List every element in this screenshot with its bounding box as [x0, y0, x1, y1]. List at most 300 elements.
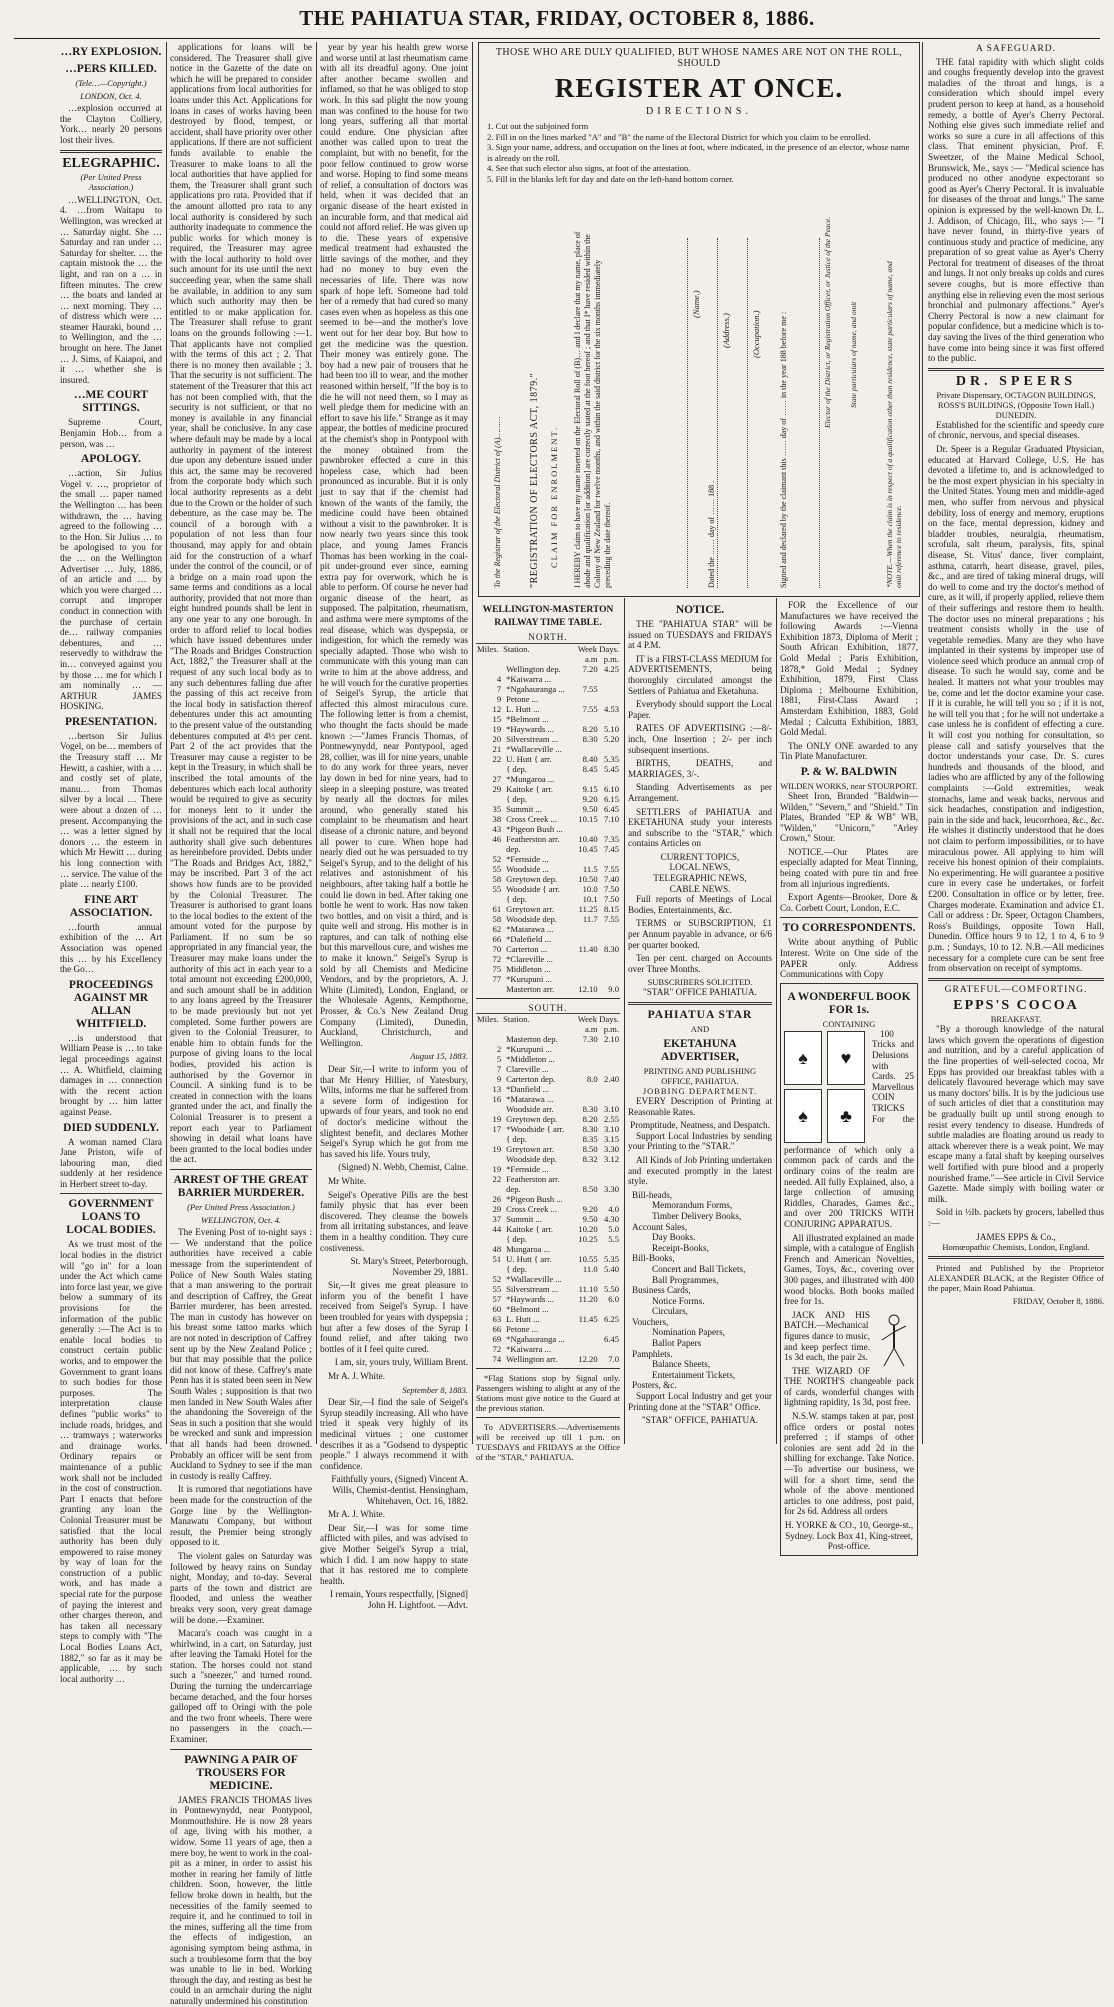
column-header: p.m. — [603, 1024, 619, 1035]
pm-time-cell — [599, 1044, 620, 1054]
am-time-cell: 9.20 — [582, 1204, 598, 1215]
mile-cell: 21 — [492, 743, 502, 754]
pm-time-cell — [599, 824, 620, 834]
am-time-cell: 10.15 — [578, 813, 598, 824]
printing-and: AND — [690, 1024, 710, 1034]
article-text: Macara's coach was caught in a whirlwind, in a cart, on Saturday, just after leaving the Tamaki Hotel for the station. The horses could not stand such a "sneezer," and turned round. During the turning the undercarriage became detached, and the four horses galloped off to Oringi with the pole and the two front wheels. There were no passengers in the coach.—Examiner. — [170, 1628, 312, 1745]
pm-time-cell: 6.45 — [603, 1334, 619, 1345]
topic-item: CABLE NEWS. — [669, 883, 731, 894]
table-row — [476, 864, 620, 874]
club-card-icon: ♣ — [827, 1089, 865, 1143]
table-row — [476, 1114, 620, 1124]
am-time-cell: 10.55 — [578, 1254, 598, 1265]
table-row — [476, 754, 620, 764]
am-time-cell — [572, 854, 598, 864]
notice-reports: Full reports of Meetings of Local Bodies, Entertainments, &c. — [628, 894, 772, 915]
column-2 — [170, 42, 312, 2006]
table-row — [476, 964, 620, 974]
register-steps — [479, 121, 919, 184]
epps-sub: BREAKFAST. — [990, 1014, 1042, 1025]
am-time-cell: 11.7 — [582, 913, 598, 924]
station-cell: *Fernside ... — [506, 853, 549, 864]
mile-cell — [476, 1184, 502, 1194]
mile-cell — [476, 764, 502, 774]
station-cell: dep. — [506, 843, 521, 854]
divider — [928, 368, 1104, 371]
column-header: a.m — [584, 1024, 598, 1035]
am-time-cell: 9.50 — [582, 1214, 598, 1225]
table-row — [476, 1344, 620, 1354]
am-time-cell: 12.20 — [578, 1354, 598, 1365]
pm-time-cell: 4.53 — [603, 703, 619, 714]
station-cell: dep. — [506, 1184, 521, 1195]
printing-item: Bill-heads, — [632, 1189, 673, 1200]
notice-births: BIRTHS, DEATHS, and MARRIAGES, 3/-. — [628, 758, 772, 779]
station-cell: *Kurupuni ... — [506, 973, 552, 984]
table-row — [476, 944, 620, 954]
am-time-cell — [572, 774, 598, 784]
station-cell: Woodside ... — [506, 863, 549, 874]
timetable-rows — [476, 664, 620, 994]
mile-cell: 63 — [492, 1314, 502, 1325]
am-time-cell: 8.30 — [582, 1124, 598, 1135]
station-cell: Woodside dep. — [506, 913, 557, 924]
pm-time-cell: 4.30 — [603, 1214, 619, 1225]
pm-time-cell: 7.0 — [608, 1354, 619, 1365]
article-text: …is understood that William Pease is … to take legal proceedings against … A. Whitfield, claiming damages in … connection with the recent action brought by … him latter against Pease. — [60, 1032, 162, 1117]
mile-cell: 74 — [492, 1354, 502, 1365]
form-line — [687, 238, 688, 588]
printing-item: Posters, &c. — [632, 1380, 677, 1391]
article-text: It is rumored that negotiations have been made for the construction of the Gorge line by the Wellington-Manawatu Company, but without result, the Premier being strongly opposed to it. — [170, 1484, 312, 1548]
station-cell: *Dalefield ... — [506, 933, 551, 944]
station-cell: *Woodside { arr. — [506, 1124, 565, 1135]
table-row — [476, 1144, 620, 1154]
table-row — [476, 1054, 620, 1064]
station-cell: U. Hutt { arr. — [506, 1254, 552, 1265]
notice-standing: Standing Advertisements as per Arrangement. — [628, 782, 772, 803]
station-cell: Masterton dep. — [506, 1034, 558, 1045]
table-row — [476, 974, 620, 984]
spade-card-icon: ♠ — [784, 1089, 822, 1143]
yorke-address: H. YORKE & CO., 10, George-st., Sydney. Lock Box 41, King-street, Post-office. — [784, 1520, 914, 1552]
station-cell: Featherston arr. — [506, 1174, 560, 1185]
pm-time-cell: 7.55 — [603, 913, 619, 924]
station-cell: *Fernside ... — [506, 1164, 549, 1175]
am-time-cell — [572, 964, 598, 974]
station-cell: Petone ... — [506, 693, 539, 704]
am-time-cell: 8.40 — [582, 753, 598, 764]
letter-text: Sir,—It gives me great pleasure to inform you of the benefit I have received from Seigel's Syrup. I have been troubled for years with dyspepsia ; but after a few doses of the Syrup I found relief, and after taking two bottles of it I feel quite cured. — [320, 1280, 468, 1354]
epps-heading: EPPS'S COCOA — [953, 998, 1079, 1014]
firm-name: P. & W. BALDWIN — [800, 765, 898, 778]
register-directions-heading: DIRECTIONS. — [646, 106, 752, 117]
mile-cell: 26 — [492, 1194, 502, 1205]
divider — [476, 998, 620, 999]
headline: GOVERNMENT LOANS TO LOCAL BODIES. — [66, 1198, 156, 1237]
form-dated-line: Dated the …… day of …… 188 . — [707, 480, 716, 588]
am-time-cell — [572, 1244, 598, 1254]
mile-cell: 19 — [492, 1114, 502, 1125]
mile-cell: 22 — [492, 1174, 502, 1185]
am-time-cell: 8.50 — [582, 1144, 598, 1155]
mile-cell: 46 — [492, 833, 502, 844]
station-cell: Carterton dep. — [506, 1074, 556, 1085]
mile-cell — [476, 1264, 502, 1274]
station-cell: *Pigeon Bush ... — [506, 1194, 563, 1205]
table-row — [476, 844, 620, 854]
speers-heading: DR. SPEERS — [955, 373, 1077, 389]
am-time-cell — [572, 824, 598, 834]
column-rule — [776, 598, 777, 1444]
mile-cell: 69 — [492, 1334, 502, 1345]
pm-time-cell: 7.50 — [603, 883, 619, 894]
jack-text: JACK AND HIS BATCH.—Mechanical figures dance to music, and keep perfect time. 1s 3d each, the pair 2s. — [784, 1309, 870, 1363]
printing-sub: PRINTING AND PUBLISHING OFFICE, PAHIATUA. — [643, 1066, 757, 1086]
correspondents-text: Write about anything of Public Interest. Write on One side of the PAPER only. Address Communications with Copy — [780, 937, 918, 980]
table-row — [476, 714, 620, 724]
mile-cell: 52 — [492, 1274, 502, 1285]
notice-support: Everybody should support the Local Paper. — [628, 699, 772, 720]
masthead-title: THE PAHIATUA STAR, FRIDAY, OCTOBER 8, 1886. — [299, 6, 815, 30]
grateful-heading: GRATEFUL—COMFORTING. — [944, 984, 1088, 995]
heart-card-icon: ♥ — [827, 1031, 865, 1085]
mile-cell: 2 — [496, 1044, 502, 1055]
table-row — [476, 1044, 620, 1054]
printing-items — [628, 1190, 772, 1391]
headline: PROCEEDINGS AGAINST MR ALLAN WHITFIELD. — [68, 978, 154, 1030]
mile-cell: 4 — [496, 673, 502, 684]
pm-time-cell — [599, 1084, 620, 1094]
article-text: The violent gales on Saturday was followed by heavy rains on Sunday night, Monday, and to-day. Several parts of the town and district are flooded, and unless the weather breaks very soon, very great damage will be done.—Examiner. — [170, 1550, 312, 1625]
mile-cell: 19 — [492, 1164, 502, 1175]
am-time-cell: 8.45 — [582, 763, 598, 774]
pm-time-cell — [599, 1344, 620, 1354]
byline: (Per United Press Association.) — [80, 171, 142, 193]
letter-signature: I remain, Yours respectfully, [Signed] John H. Lightfoot. —Advt. — [330, 1589, 468, 1610]
table-row — [476, 824, 620, 834]
table-row — [476, 1084, 620, 1094]
notice-solicited: SUBSCRIBERS SOLICITED. — [647, 977, 753, 988]
mile-cell: 66 — [492, 1324, 502, 1335]
mile-cell — [476, 894, 502, 904]
form-signed-line: Signed and declared by the claimant this …… day of …… in the year 188 before me : — [779, 311, 788, 588]
correspondents-heading: TO CORRESPONDENTS. — [782, 922, 916, 935]
pm-time-cell: 5.0 — [608, 1224, 619, 1235]
table-row — [476, 1094, 620, 1104]
station-cell: Greytown arr. — [506, 1144, 554, 1155]
pm-time-cell — [599, 1064, 620, 1074]
station-cell: Featherston arr. — [506, 833, 560, 844]
notice-rates: RATES OF ADVERTISING :—8/- inch, One Insertion ; 2/- per inch subsequent insertions. — [628, 723, 772, 755]
am-time-cell: 10.25 — [578, 1234, 598, 1245]
station-cell: L. Hutt ... — [506, 703, 540, 714]
am-time-cell: 7.20 — [582, 663, 598, 674]
mile-cell: 55 — [492, 1284, 502, 1295]
table-row — [476, 1304, 620, 1314]
mile-cell: 58 — [492, 913, 502, 924]
station-cell: Woodside dep. — [506, 1154, 557, 1165]
topic-item: CURRENT TOPICS, — [660, 851, 740, 862]
table-row — [476, 1074, 620, 1084]
timetable-north — [476, 643, 620, 994]
register-step: 4. See that such elector also signs, at foot of the attestation. — [487, 163, 691, 173]
table-row — [476, 1124, 620, 1134]
table-row — [476, 1224, 620, 1234]
timetable-title: WELLINGTON-MASTERTON RAILWAY TIME TABLE. — [482, 605, 614, 628]
pm-time-cell: 5.45 — [603, 763, 619, 774]
pm-time-cell: 5.50 — [603, 1284, 619, 1295]
book-contains: CONTAINING — [822, 1018, 876, 1029]
column-3 — [320, 42, 468, 1610]
am-time-cell — [572, 974, 598, 984]
pm-time-cell — [599, 744, 620, 754]
form-claim-text: I HEREBY claim to have my name inserted on the Electoral Roll of (B)… and I declare that my name, place of abode and qualification [or addition] are correctly stated at the foot hereof ; and that I* have resided within the Colony of New Zealand for twelve months, and within the said district for the six months immediately preceding the date thereof. — [573, 231, 612, 588]
book-advert — [780, 983, 918, 1556]
export-agents: Export Agents—Brooker, Dore & Co. Corbett Court, London, E.C. — [780, 892, 918, 913]
printing-industries: Support Local Industries by sending your Printing to the "STAR." — [628, 1130, 772, 1152]
mile-cell: 52 — [492, 853, 502, 864]
mile-cell: 75 — [492, 963, 502, 974]
table-row — [476, 1294, 620, 1304]
am-time-cell: 10.20 — [578, 1224, 598, 1235]
station-cell: *Kurupuni ... — [506, 1044, 552, 1055]
pm-time-cell — [599, 924, 620, 934]
mile-cell — [476, 664, 502, 674]
mile-cell: 44 — [492, 1224, 502, 1235]
mile-cell: 20 — [492, 733, 502, 744]
mile-cell: 9 — [496, 1074, 502, 1085]
book-text: 100 Tricks and Delusions with Cards. 25 Marvellous COIN TRICKS For the performance of which only a common pack of cards and the ordinary coins of the realm are needed. All fully Explained, also, a large collection of amusing Riddles, Charades, Games &c., and over 200 TRICKS WITH CONJURING APPARATUS. — [784, 1028, 914, 1229]
am-time-cell: 11.25 — [578, 903, 598, 914]
station-cell: Masterton arr. — [506, 983, 555, 994]
mile-cell — [476, 844, 502, 854]
divider — [628, 1002, 772, 1005]
mile-cell: 9 — [496, 693, 502, 704]
divider — [928, 978, 1104, 981]
article-text: As we trust most of the local bodies in the district will "go in" for a loan under the Act which came into force last year, we give below a summary of its provisions for the information of the public generally :—The Act is to enable local bodies to construct certain public works, and to empower the Government to grant loans to such bodies for those purposes. The interpretation clause defines "public works" to include roads, bridges, and … tramways ; waterworks and drainage works. Ordinary repairs or maintenance of a public work shall not be included in the cost of construction. Part I enacts that before granting any loan the Colonial Treasurer must be satisfied that the local authority has been duly empowered to raise money by way of loan for the construction of a public work, and has made a special rate for the purpose of paying the interest and other charges thereon, and has taken all necessary steps to comply with "The Local Bodies Loans Act, 1882," so far as it may be applicable, … by such local authority … — [60, 1239, 162, 1684]
printing-item: Bill-Books, — [632, 1253, 675, 1264]
station-cell: *Haywards ... — [506, 1294, 554, 1305]
station-cell: *Kaiwarra ... — [506, 673, 551, 684]
table-row — [476, 794, 620, 804]
letter-recipient: Mr White. — [328, 1175, 367, 1186]
letter-text: Dear Sir,—I find the sale of Seigel's Syrup steadily increasing. All who have tried it speak very highly of its medicinal virtues ; one customer describes it as a "Godsend to dyspeptic people." I always recommend it with confidence. — [320, 1397, 468, 1471]
station-cell: *Wallaceville ... — [506, 743, 562, 754]
timetable-rows — [476, 1034, 620, 1364]
printing-item: Receipt-Books, — [652, 1242, 709, 1253]
notice-settlers: SETTLERS of PAHIATUA and EKETAHUNA study your interests and subscribe to the "STAR," which contains Articles on — [628, 806, 772, 849]
table-row — [476, 984, 620, 994]
column-header: a.m — [584, 653, 598, 664]
pm-time-cell: 5.20 — [603, 733, 619, 744]
am-time-cell — [572, 934, 598, 944]
station-cell: *Pigeon Bush ... — [506, 823, 563, 834]
mile-cell: 55 — [492, 863, 502, 874]
mile-cell: 61 — [492, 903, 502, 914]
printing-item: Entertainment Tickets, — [652, 1369, 736, 1380]
mile-cell: 48 — [492, 1244, 502, 1255]
jobbing-heading: JOBBING DEPARTMENT. — [642, 1086, 758, 1096]
am-time-cell: 11.40 — [578, 943, 598, 954]
epps-sold: Sold in ½lb. packets by grocers, labelled thus :— — [928, 1207, 1104, 1228]
column-header: Miles. — [476, 1014, 502, 1025]
printing-kinds: All Kinds of Job Printing undertaken and executed promptly in the latest style. — [628, 1154, 773, 1187]
safeguard-heading: A SAFEGUARD. — [975, 44, 1057, 54]
form-elector-label: Elector of the District, or Registration Officer, or Justice of the Peace. — [823, 216, 832, 428]
table-row — [476, 1334, 620, 1344]
dateline: LONDON, Oct. 4. — [80, 90, 142, 101]
article-text: year by year his health grew worse and worse until at last rheumatism came with all its dreadful agony. One joint after another became swollen and inflamed, so that he was obliged to stop work. In this sad plight the now young man was confined to the house for two long years, suffering all that mortal could endure. One physician after another was called upon to treat the complaint, but with no benefit, for the poor fellow continued to grow worse and worse. Hoping to find some means of relief, a consultation of doctors was held, when it was decided that an organic disease of the heart existed in an incurable form, and that medical aid could not afford relief. He was given up to die. These years of expensive medical treatment had exhausted the little savings of the mother, and they had no money to buy even the necessaries of life. There was now spark of hope left. Someone had told her of a remedy that had cured so many cases even when as hopeless as this one seemed to be—and the mother's love went out for her dear boy. But how to get the medicine was the question. Their money was entirely gone. The boy had a new pair of trousers that he had been too ill to wear, and the mother reasoned within herself, "If the boy is to die he will not need them, so I may as well pledge them for medicine with an effort to save his life." Strange as it may appear, the bottles of medicine procured at the chemist's shop in Pontypool with the money obtained from the pawnbroker effected a cure in this hopeless case, which had been pronounced as incurable. But it is only just to say that if the chemist had known of the wants of the family, the medicine could have been obtained without a visit to the pawnbroker. It is now nearly two years since this took place, and young James Francis Thomas has been working in the coal-pit under-ground ever since, earning extra pay for overwork, which he is able to perform. Of course he never had organic disease of the heart, as supposed. The palpitation, rheumatism, and asthma were mere symptoms of the real disease, which was dyspepsia, or indigestion, for which the remedy was specially adapted. Those who wish to communicate with this young man can write to him at the above address, and he will vouch for the curative properties of Seigel's Syrup, the article that affected this almost miraculous cure. The following letter is from a chemist, who thought the facts should be made known :—"James Francis Thomas, of Pontnewynydd, near Pontypool, aged 28, collier, was ill for nine years, unable to do any work for three years, never lay down in bed for nine years, had to sleep in a sleeping posture, was treated by nearly all the doctors for miles around, who generally stated his complaint to be rheumatism and heart disease of a chronic nature, and beyond all power to cure. When hope had nearly died out he was persuaded to try Seigel's Syrup, and to the delight of his relatives and astonishment of his neighbours, after taking half a bottle he could lie down in bed. After taking one bottle he went to work. Has now taken two bottles, and on visit a third, and is quite well and strong. His mother is in raptures, and can talk of nothing else but this marvellous cure, and wishes me to make it known." Seigel's Syrup is sold by all Chemists and Medicine Vendors, and by the proprietors, A. J. White (Limited), London, England, or the Wholesale Agents, Kempthorne, Prosser, & Co.'s New Zealand Drug Company (Limited), Dunedin, Auckland, Christchurch, and Wellington. — [320, 42, 468, 1048]
station-cell: { dep. — [506, 893, 527, 904]
am-time-cell: 10.1 — [582, 893, 598, 904]
table-row — [476, 1354, 620, 1364]
printing-title: PAHIATUA STAR — [647, 1009, 753, 1021]
station-cell: { dep. — [506, 1134, 527, 1145]
am-time-cell — [572, 714, 598, 724]
form-footnote: *NOTE.—When the claim is in respect of a qualification other than residence, state particulars of name, and omit reference to residence. — [885, 261, 903, 588]
table-row — [476, 1064, 620, 1074]
pm-time-cell: 2.55 — [603, 1114, 619, 1125]
pm-time-cell — [599, 684, 620, 694]
pm-time-cell: 3.10 — [603, 1124, 619, 1135]
pm-time-cell — [599, 1164, 620, 1174]
table-row — [476, 934, 620, 944]
safeguard-text: THE fatal rapidity with which slight colds and coughs frequently develop into the gravest maladies of the throat and lungs, is a consideration which should impel every prudent person to keep at hand, as a household remedy, a bottle of Ayer's Cherry Pectoral. Nothing else gives such immediate relief and works so sure a cure in all affections of this class. That eminent physician, Prof. F. Sweetzer, of the Maine Medical School, Brunswick, Me., says :— "Medical science has produced no other anodyne expectorant so good as Ayer's Cherry Pectoral. It is invaluable for diseases of the throat and lungs." The same opinion is expressed by the well-known Dr. L. J. Addison, of Chicago, Ill., who says :— "I have never found, in thirty-five years of continuous study and practice of medicine, any preparation of so great value as Ayer's Cherry Pectoral for treatment of diseases of the throat and lungs. It not only breaks up colds and cures severe coughs, but is more effective than anything else in relieving even the most serious bronchial and pulmonary affections." Ayer's Cherry Pectoral is now a new claimant for popular confidence, but a medicine which is to-day saving the lives of the third generation who have come into being since it was first offered to the public. — [928, 56, 1104, 364]
mile-cell: 43 — [492, 823, 502, 834]
table-row — [476, 1104, 620, 1114]
table-row — [476, 684, 620, 694]
pm-time-cell: 7.50 — [603, 893, 619, 904]
pm-time-cell: 2.10 — [603, 1034, 619, 1045]
letter-text: Seigel's Operative Pills are the best family physic that has ever been discovered. They cleanse the bowels from all irritating substances, and leave them in a healthy condition. They cure costiveness. — [320, 1189, 468, 1253]
article-text: …WELLINGTON, Oct. 4. …from Waitapu to Wellington, was wrecked at … Saturday night. She … Saturday and ran under … Saturday for shelter. … the captain mistook the … the light, and ran on a … in fifteen minutes. The crew … the boats and landed at … next morning. They … of distress which were … steamer Hauraki, bound … to Wellington, and the … brought on here. The Janet … J. Sims, of Kaiapoi, and it … whether she is insured. — [60, 194, 162, 385]
station-cell: Silverstream ... — [506, 1284, 559, 1295]
station-cell: *Kaiwarra ... — [506, 1344, 551, 1355]
register-notice — [478, 42, 920, 597]
mile-cell: 13 — [492, 1084, 502, 1095]
station-cell: *Ngahauranga ... — [506, 683, 565, 694]
am-time-cell: 12.10 — [578, 983, 598, 994]
mile-cell: 7 — [496, 683, 502, 694]
table-row — [476, 1324, 620, 1334]
mile-cell: 60 — [492, 1304, 502, 1315]
am-time-cell: 11.45 — [578, 1314, 598, 1325]
am-time-cell — [572, 1084, 598, 1094]
book-heading: A WONDERFUL BOOK FOR 1s. — [787, 990, 911, 1016]
am-time-cell: 7.30 — [582, 1034, 598, 1045]
table-row — [476, 1184, 620, 1194]
printing-item: Memorandum Forms, — [652, 1200, 733, 1211]
awards-note: The ONLY ONE awarded to any Tin Plate Manufacturer. — [780, 740, 918, 762]
column-7 — [928, 42, 1104, 1444]
pm-time-cell — [599, 854, 620, 864]
article-text: JAMES FRANCIS THOMAS lives in Pontnewynydd, near Pontypool, Monmouthshire. He is now 28 years of age, living with his mother, a widow. Some 11 years of age, then a mere boy, he went to work in the coal-pit as a miner, in order to assist his mother in rearing her family of little children. Soon, however, the little fellow broke down in health, but the necessities of the family seemed to require it, and he continued to toil in the mines, suffering all the time from the effects of indigestion, an agonising symptom being asthma, in such a troublesome form that the boy was unable to lie in bed. Working through the day, and resting as best he could in an armchair during the night naturally undermined his constitution — [170, 1794, 312, 2006]
mile-cell: 22 — [492, 753, 502, 764]
pm-time-cell — [599, 714, 620, 724]
printing-item: Timber Delivery Books, — [652, 1210, 742, 1221]
am-time-cell — [572, 1164, 598, 1174]
timetable-south — [476, 1013, 620, 1364]
form-registrar-line: To the Registrar of the Electoral District of (A)……… — [493, 416, 502, 588]
am-time-cell: 10.50 — [578, 873, 598, 884]
notice-column — [628, 600, 772, 1444]
timetable-south-heading: SOUTH. — [528, 1002, 568, 1013]
pm-time-cell: 6.10 — [603, 783, 619, 794]
am-time-cell: 8.0 — [586, 1074, 598, 1085]
printing-item: Notice Forms. — [652, 1295, 705, 1306]
pm-time-cell — [599, 1304, 620, 1314]
mile-cell: 57 — [492, 1294, 502, 1305]
headline: …RY EXPLOSION. — [60, 46, 162, 58]
station-cell: *Danfield ... — [506, 1084, 550, 1095]
pm-time-cell — [599, 674, 620, 684]
pm-time-cell: 2.40 — [603, 1074, 619, 1085]
table-row — [476, 1134, 620, 1144]
am-time-cell: 11.5 — [582, 863, 598, 874]
am-time-cell — [572, 1094, 598, 1104]
am-time-cell — [572, 674, 598, 684]
table-row — [476, 724, 620, 734]
letter-signature: (Signed) N. Webb, Chemist, Calne. — [338, 1162, 468, 1173]
notice-office: "STAR" OFFICE PAHIATUA. — [643, 987, 757, 998]
register-step: 5. Fill in the blanks left for day and date on the left-hand bottom corner. — [487, 173, 734, 184]
table-row — [476, 1034, 620, 1044]
letter-recipient: Mr A. J. White. — [328, 1509, 385, 1520]
mile-cell: 72 — [492, 953, 502, 964]
notice-text: THE "PAHIATUA STAR" will be issued on TUESDAYS and FRIDAYS at 4 P.M. — [628, 619, 772, 651]
station-cell: *Ngahauranga ... — [506, 1334, 565, 1345]
pm-time-cell: 6.25 — [603, 1314, 619, 1325]
byline: (Per United Press Association.) — [187, 1201, 295, 1212]
pm-time-cell — [599, 1274, 620, 1284]
mile-cell: 7 — [496, 1064, 502, 1075]
pm-time-cell — [599, 1174, 620, 1184]
headline: PRESENTATION. — [65, 715, 157, 728]
table-row — [476, 1174, 620, 1184]
station-cell: Kaitoke { arr. — [506, 783, 553, 794]
article-text: applications for loans will be considered. The Treasurer shall give notice in the Gazette of the date on which he will be prepared to consider applications from local authorities for loans under this Act. Applications for loans in cases of works having been destroyed by flood, tempest, or accident, shall have priority over other applications. If there are not sufficient funds available to enable the Treasurer to make loans to all the local authorities that have applied for them, the Treasurer shall grant such applications pro rata. Provided that if the amount allotted pro rata to any local authority is considered by such authority inadequate to commence the public works for which money is required, the Treasurer may agree with the local authority to hold over such amount for its use until the next succeeding year, when the same shall be available, in addition to any sum which such authority may then be entitled to or make application for. The Treasurer shall refuse to grant loans on the grounds following :—1. That applicants have not complied with the terms of this act ; 2. That there is no money then available ; 3. That the security is not sufficient. The statement of the Treasurer that this act has not been complied with, that the security is not sufficient, or that no money is available in any financial year, shall be conclusive. In any case where default may be made by a local authority in payment of the interest due upon any debenture issued under this act, the same may be recovered from the corporate body which such local authority represents as a debt due to the Crown or the holder of such debenture, as the case may be. The council of a borough with a population of not less than four thousand, may apply for and obtain aid for the construction of a wharf under the control of the council, or of a bridge on a main road upon the same terms and conditions as a local authority, provided that not more than eight hundred pounds shall be lent in any one year to any one borough. In order to afford relief to local bodies which have issued debentures under "The Roads and Bridges Construction Act, 1882," the Treasurer shall at the request of any such local body as to any such debentures falling due after the passing of this act receive from the local body in satisfaction thereof debentures under this act amounting to the present value of the outstanding debentures computed at 4½ per cent. Part 2 of the act provides that the Treasurer may cause a register to be kept in the Treasury, in which shall be inscribed the total amounts of the debentures which each local authority would be required to give as security for moneys lent to it under the provisions of the act, and in such case it shall not be required that the local authority shall give such debentures as hereinbefore provided. Debts under "The Roads and Bridges Act, 1882," may be inscribed. Part 3 of the act shows how funds are to be provided by the Colonial Treasurer. The Treasurer is authorised to grant loans to the local bodies to the extent of the amount voted for the purpose by Parliament. If no sum be so appropriated in any financial year, the Treasurer may make loans under the authority of this act in each year to a total amount not exceeding £200,000, and such amount shall be in addition to any loans agreed by the Treasurer to be made previously but not yet completed. Some further powers are given to the Colonial Treasurer, to enable him to obtain funds for the purpose of giving loans to the local bodies, provided his action is authorised by the Governor in Council. A sinking fund is to be created in connection with the loans granted under the act, and finally the Colonial Treasurer is to present a report each year to Parliament showing in detail what loans have been granted to the local bodies under the act. — [170, 42, 312, 1165]
table-row — [476, 1264, 620, 1274]
am-time-cell — [572, 1324, 598, 1334]
table-row — [476, 1214, 620, 1224]
column-header: Week Days. — [572, 643, 620, 654]
table-row — [476, 774, 620, 784]
am-time-cell — [572, 744, 598, 754]
pm-time-cell — [599, 774, 620, 784]
pm-time-cell: 8.15 — [603, 903, 619, 914]
column-1 — [60, 42, 162, 1684]
column-rule — [922, 42, 923, 1444]
am-time-cell — [572, 1344, 598, 1354]
dateline: WELLINGTON, Oct. 4. — [201, 1214, 281, 1225]
pm-time-cell: 5.10 — [603, 723, 619, 734]
divider — [928, 1256, 1104, 1259]
table-row — [476, 924, 620, 934]
imprint-date: FRIDAY, October 8, 1886. — [1012, 1296, 1104, 1307]
form-occupation-label: (Occupation.) — [751, 310, 761, 358]
station-cell: *Mungaroa ... — [506, 773, 555, 784]
station-cell: { dep. — [506, 1264, 527, 1275]
station-cell: *Matarawa ... — [506, 1094, 554, 1105]
divider — [60, 1193, 162, 1194]
printing-prompt: Promptitude, Neatness, and Despatch. — [630, 1120, 770, 1131]
speers-text: Dr. Speer is a Regular Graduated Physician, educated at Harvard College, U.S. He has devoted a lifetime to, and is acknowledged to be the most expert physician in his specialty in the United States. Young men and middle-aged men, who suffer from nervous and physical debility, loss of energy and memory, eruptions on the face, mental depression, kidney and bladder troubles, neuralgia, rheumatism, scrofula, salt rheum, paralysis, fits, spinal disease, St. Vitus' dance, liver complaint, asthma, catarrh, heart disease, gravel, piles, &c., and are tired of taking mineral drugs, will do well to come and try the doctor's method of cure, as it will, if properly applied, relieve them of their sufferings and restore them to health. The doctor uses no mineral preparations ; his treatment consists wholly in the use of vegetable remedies. Many are they who have implanted in their systems by improper use of violence seed which produce an annual crop of disease. To such he would say, come and be healed. It matters not what your troubles may be, come and let the doctor examine your case. If it is curable, he will tell you so ; if it is not, he will tell you that ; for he will not undertake a case unless he is confident of effecting a cure. It will cost you nothing for consultation, so please call and satisfy yourselves that the doctor understands your case. Dr. S. cures hundreds and thousands of the blood, and ladies who are afflicted by any of the following complaints :—Gold extremities, weak stomachs, lame and weak backs, nervous and sick headaches, constipation and indigestion, pain in the side and back, leucorrhoea, &c., &c. He wishes it distinctly understood that he does not claim to perform impossibilities, or to have miraculous power. All applying to him will receive his honest opinion of their complaints. No experimenting. He will guarantee a positive cure in every case he undertakes, or forfeit £200. Consultation in office or by letter, free. Charges moderate. Examination and advice £1. Call or address : Dr. Speer, Octagon Chambers, Ross's Buildings, opposite Town Hall, Dunedin. Office hours 9 to 12, 1 to 4, 6 to 9 p.m. ; Sundays, 10 to 12. N.B.—All medicines necessary for a complete cure can be sent free from observation on receipt of symptoms. — [928, 444, 1104, 974]
mile-cell: 51 — [492, 1254, 502, 1265]
am-time-cell — [572, 924, 598, 934]
table-row — [476, 664, 620, 674]
headline: FINE ART ASSOCIATION. — [69, 893, 153, 919]
